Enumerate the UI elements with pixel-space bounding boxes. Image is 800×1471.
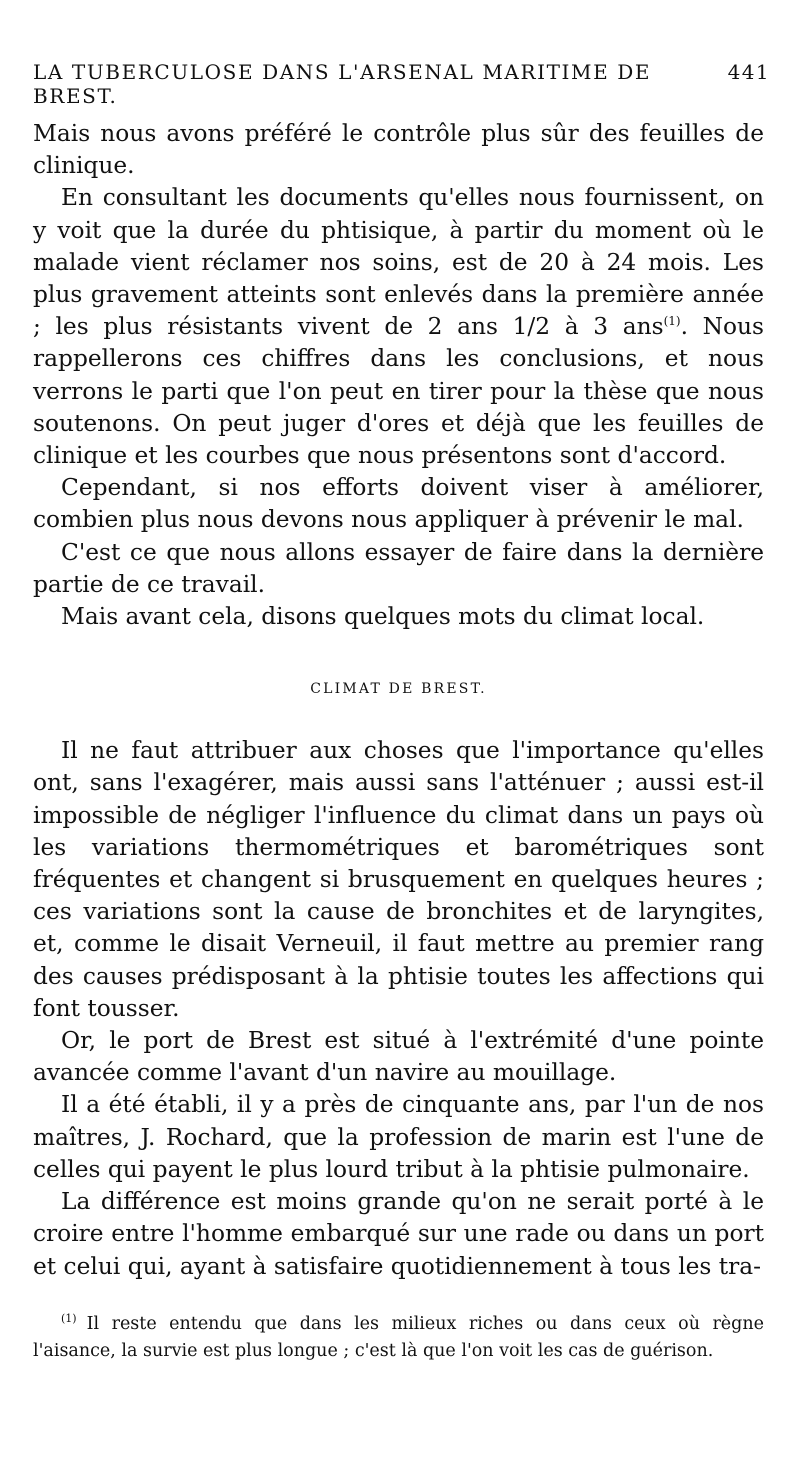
footnote: [33, 1305, 764, 1365]
running-title: LA TUBERCULOSE DANS L'ARSENAL MARITIME DE BREST.: [33, 60, 652, 108]
paragraph: Mais nous avons préféré le contrôle plus sûr des feuilles de clinique.: [33, 120, 764, 180]
paragraph-text: . Nous rappellerons ces chiffres dans les conclusions, et nous verrons le parti que l'on peut en tirer pour la thèse que nous soutenons. On peut juger d'ores et déjà que les feuilles de clinique et les courbes que nous présentons sont d'accord.: [33, 313, 764, 470]
paragraph: C'est ce que nous allons essayer de faire dans la dernière partie de ce travail.: [33, 538, 764, 598]
page-body: [33, 118, 764, 1283]
paragraph: Or, le port de Brest est situé à l'extrémité d'une pointe avancée comme l'avant d'un navire au mouillage.: [33, 1027, 764, 1087]
paragraph-text: En consultant les documents qu'elles nous fournissent, on y voit que la durée du phtisique, à partir du moment où le malade vient réclamer nos soins, est de 20 à 24 mois. Les plus gravement atteints sont enlevés dans la première année ; les plus résistants vivent de 2 ans 1/2 à 3 ans: [33, 184, 764, 341]
footnote-text: Il reste entendu que dans les milieux riches ou dans ceux où règne l'aisance, la survie est plus longue ; c'est là que l'on voit les cas de guérison.: [33, 1313, 764, 1361]
running-head: [33, 60, 770, 108]
footnote-reference[interactable]: (1): [663, 314, 681, 329]
paragraph: Mais avant cela, disons quelques mots du climat local.: [61, 603, 705, 631]
paragraph: La différence est moins grande qu'on ne serait porté à le croire entre l'homme embarqué sur une rade ou dans un port et celui qui, ayant à satisfaire quotidiennement à tous les tra-: [33, 1188, 764, 1280]
paragraph: Cependant, si nos efforts doivent viser à améliorer, combien plus nous devons nous appliquer à prévenir le mal.: [33, 474, 764, 534]
footnote-mark: (1): [61, 1311, 77, 1325]
section-heading: CLIMAT DE BREST.: [310, 681, 487, 698]
footnotes: [33, 1305, 764, 1365]
paragraph: Il ne faut attribuer aux choses que l'importance qu'elles ont, sans l'exagérer, mais aussi sans l'atténuer ; aussi est-il impossible de négliger l'influence du climat dans un pays où les variations thermométriques et barométriques sont fréquentes et changent si brusquement en quelques heures ; ces variations sont la cause de bronchites et de laryngites, et, comme le disait Verneuil, il faut mettre au premier rang des causes prédisposant à la phtisie toutes les affections qui font tousser.: [33, 737, 764, 1022]
paragraph: Il a été établi, il y a près de cinquante ans, par l'un de nos maîtres, J. Rochard, que la profession de marin est l'une de celles qui payent le plus lourd tribut à la phtisie pulmonaire.: [33, 1091, 764, 1183]
page-number: 441: [727, 60, 770, 84]
paragraph: [33, 182, 764, 472]
